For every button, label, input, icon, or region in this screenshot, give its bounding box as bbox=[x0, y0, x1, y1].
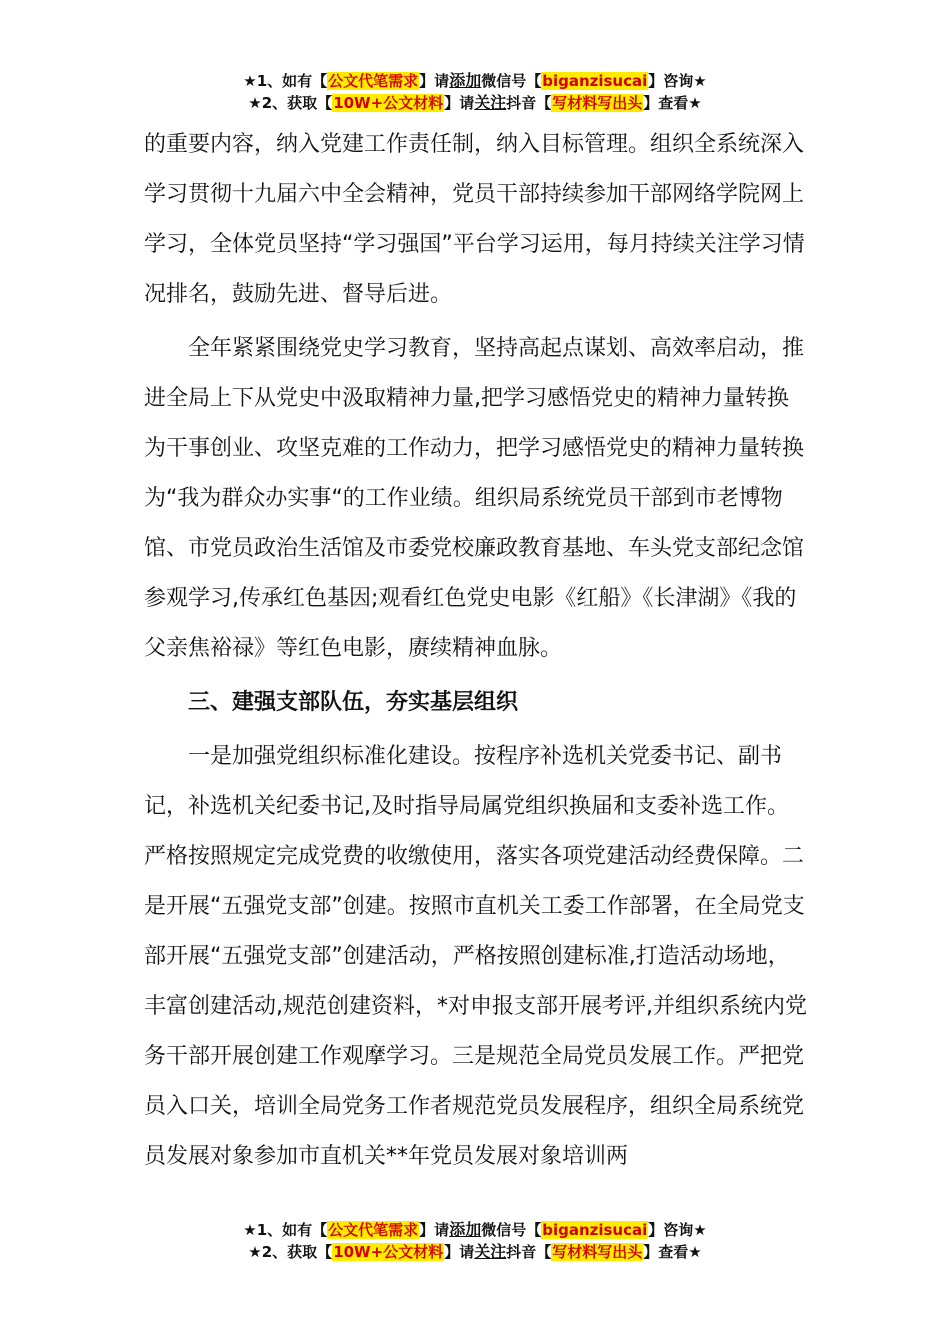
banner-line-1 bbox=[0, 1219, 950, 1241]
banner-emphasis: 添加 bbox=[449, 71, 482, 90]
banner-text: 】咨询★ bbox=[648, 1221, 707, 1239]
paragraph-2: 全年紧紧围绕党史学习教育，坚持高起点谋划、高效率启动，推进全局上下从党史中汲取精神力量,把学习感悟党史的精神力量转换为干事创业、攻坚克难的工作动力，把学习感悟党史的精神力量转换为“我为群众办实事“的工作业绩。组织局系统党员干部到市老博物馆、市党员政治生活馆及市委党校廉政教育基地、车头党支部纪念馆参观学习,传承红色基因;观看红色党史电影《红船》《长津湖》《我的父亲焦裕禄》等红色电影，赓续精神血脉。 bbox=[144, 336, 805, 661]
banner-line-2 bbox=[0, 1241, 950, 1263]
document-body bbox=[144, 120, 808, 1182]
banner-emphasis: 关注 bbox=[474, 93, 507, 112]
highlight-materials: 10W+公文材料 bbox=[333, 94, 444, 112]
highlight-materials: 10W+公文材料 bbox=[333, 1243, 444, 1261]
banner-emphasis: 添加 bbox=[449, 1220, 482, 1239]
banner-text: 】咨询★ bbox=[648, 72, 707, 90]
banner-text: 微信号【 bbox=[481, 72, 542, 90]
banner-text: 】请 bbox=[444, 1243, 475, 1261]
paragraph-3: 一是加强党组织标准化建设。按程序补选机关党委书记、副书记，补选机关纪委书记,及时指导局属党组织换届和支委补选工作。严格按照规定完成党费的收缴使用，落实各项党建活动经费保障。二是开展“五强党支部”创建。按照市直机关工委工作部署，在全局党支部开展“五强党支部”创建活动，严格按照创建标准,打造活动场地，丰富创建活动,规范创建资料，*对申报支部开展考评,并组织系统内党务干部开展创建工作观摩学习。三是规范全局党员发展工作。严把党员入口关，培训全局党务工作者规范党员发展程序，组织全局系统党员发展对象参加市直机关**年党员发展对象培训两 bbox=[144, 744, 807, 1169]
highlight-wechat-id: biganzisucai bbox=[542, 1221, 648, 1239]
banner-text: 抖音【 bbox=[506, 1243, 552, 1261]
highlight-service: 公文代笔需求 bbox=[328, 1221, 419, 1239]
banner-line-1 bbox=[0, 70, 950, 92]
banner-text: ★2、获取【 bbox=[248, 94, 333, 112]
banner-text: 】请 bbox=[419, 1221, 450, 1239]
banner-text: ★1、如有【 bbox=[243, 72, 328, 90]
banner-text: 】查看★ bbox=[643, 1243, 702, 1261]
banner-text: 抖音【 bbox=[506, 94, 552, 112]
banner-text: ★1、如有【 bbox=[243, 1221, 328, 1239]
banner-text: 微信号【 bbox=[481, 1221, 542, 1239]
highlight-douyin-id: 写材料写出头 bbox=[552, 94, 643, 112]
banner-text: ★2、获取【 bbox=[248, 1243, 333, 1261]
banner-text: 】查看★ bbox=[643, 94, 702, 112]
highlight-douyin-id: 写材料写出头 bbox=[552, 1243, 643, 1261]
paragraph-1: 的重要内容，纳入党建工作责任制，纳入目标管理。组织全系统深入学习贯彻十九届六中全会精神，党员干部持续参加干部网络学院网上学习，全体党员坚持“学习强国”平台学习运用，每月持续关注学习情况排名，鼓励先进、督导后进。 bbox=[144, 132, 805, 307]
banner-line-2 bbox=[0, 92, 950, 114]
highlight-service: 公文代笔需求 bbox=[328, 72, 419, 90]
banner-emphasis: 关注 bbox=[474, 1242, 507, 1261]
header-banner bbox=[0, 70, 950, 114]
banner-text: 】请 bbox=[419, 72, 450, 90]
banner-text: 】请 bbox=[444, 94, 475, 112]
footer-banner bbox=[0, 1219, 950, 1263]
highlight-wechat-id: biganzisucai bbox=[542, 72, 648, 90]
section-heading-3: 三、建强支部队伍，夯实基层组织 bbox=[188, 690, 519, 715]
